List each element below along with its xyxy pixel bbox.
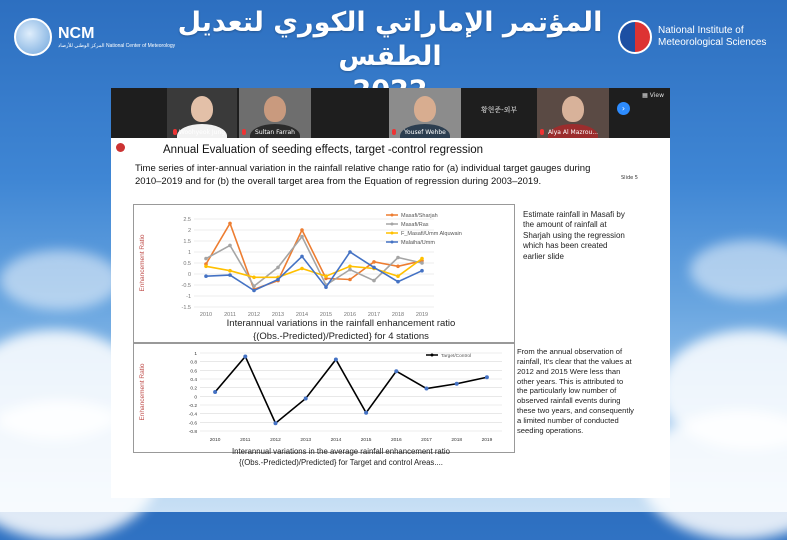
data-point	[324, 274, 328, 278]
y-axis-label: Enhancement Ratio	[139, 363, 146, 421]
y-tick-label: 0.4	[190, 378, 197, 383]
chart1-caption	[191, 318, 491, 344]
data-point	[425, 387, 429, 391]
y-tick-label: 1.5	[183, 239, 191, 245]
series-line	[206, 237, 422, 287]
chart1-caption-line1: Interannual variations in the rainfall enhancement ratio	[226, 318, 456, 329]
legend-label: Masafi/Ras	[401, 222, 429, 228]
legend-label: Target/Control	[441, 354, 472, 359]
nims-name-line1: National Institute of	[658, 24, 744, 36]
x-tick-label: 2011	[224, 312, 236, 318]
legend-marker	[391, 223, 394, 226]
participant-name: Woohyeok Jung	[178, 129, 226, 136]
video-participant-strip	[111, 88, 670, 138]
data-point	[300, 235, 304, 239]
data-point	[348, 268, 352, 272]
y-tick-label: -0.5	[181, 283, 191, 289]
data-point	[394, 369, 398, 373]
chart2-caption-line1: Interannual variations in the average rainfall enhancement ratio	[231, 447, 451, 456]
x-tick-label: 2013	[300, 438, 312, 443]
data-point	[304, 397, 308, 401]
x-tick-label: 2011	[240, 438, 251, 443]
legend-marker	[391, 232, 394, 235]
data-point	[324, 285, 328, 289]
data-point	[455, 382, 459, 386]
x-tick-label: 2019	[415, 312, 429, 318]
data-point	[348, 278, 352, 282]
shared-slide	[111, 138, 670, 498]
ncm-name: NCM	[58, 24, 95, 42]
x-tick-label: 2014	[295, 312, 309, 318]
slide-number: Slide 5	[621, 175, 638, 181]
y-tick-label: 0.6	[190, 369, 197, 375]
x-tick-label: 2019	[481, 438, 493, 443]
legend-marker	[431, 354, 434, 357]
nims-name-line2: Meteorological Sciences	[658, 37, 767, 48]
y-tick-label: 0	[187, 272, 191, 278]
y-tick-label: -1.5	[181, 305, 191, 311]
y-tick-label: 1	[187, 250, 191, 256]
participant-tile[interactable]	[167, 88, 237, 138]
data-point	[300, 255, 304, 259]
data-point	[204, 265, 208, 269]
x-tick-label: 2010	[199, 312, 213, 318]
data-point	[204, 257, 208, 261]
x-tick-label: 2017	[421, 438, 432, 443]
data-point	[372, 266, 376, 270]
y-tick-label: -0.4	[188, 412, 197, 418]
data-point	[276, 278, 280, 282]
data-point	[204, 274, 208, 278]
data-point	[372, 279, 376, 283]
participant-tile[interactable]	[537, 88, 609, 138]
y-tick-label: -0.6	[188, 421, 197, 427]
conference-title-line1: المؤتمر الإماراتي الكوري لتعديل الطقس	[177, 7, 603, 72]
data-point	[485, 375, 489, 379]
x-tick-label: 2015	[319, 312, 333, 318]
data-point	[348, 265, 352, 269]
data-point	[228, 273, 232, 277]
legend-label: F_Masafi/Umm Alquwain	[401, 231, 462, 237]
y-tick-label: -0.8	[188, 430, 197, 435]
target-control-chart	[134, 344, 514, 452]
y-tick-label: -0.2	[188, 404, 197, 409]
data-point	[252, 289, 256, 293]
data-point	[252, 284, 256, 288]
participant-name: Sultan Farrah	[255, 129, 295, 136]
data-point	[396, 274, 400, 278]
data-point	[334, 358, 338, 362]
y-tick-label: 1	[194, 352, 197, 357]
x-tick-label: 2018	[391, 312, 405, 318]
x-tick-label: 2012	[270, 438, 281, 443]
side-note-2: From the annual observation of rainfall, It's clear that the values at 2012 and 2015 Were less than other years. This is attributed to the particularly low number of observed rainfall events during these two years, and consequently a limited number of conducted seeding operations.	[517, 347, 634, 435]
nims-logo	[618, 20, 766, 54]
side-note-1: Estimate rainfall in Masafi by the amount of rainfall at Sharjah using the regression which has been created earlier slide	[523, 210, 625, 261]
data-point	[348, 250, 352, 254]
x-tick-label: 2012	[247, 312, 261, 318]
data-point	[420, 269, 424, 273]
data-point	[228, 244, 232, 248]
chart2-caption	[191, 447, 491, 468]
participant-name: 황현준-외부	[480, 106, 518, 114]
legend-label: Masafi/Sharjah	[401, 213, 438, 219]
cloud-decoration	[690, 240, 787, 300]
data-point	[396, 280, 400, 284]
x-tick-label: 2015	[360, 438, 372, 443]
x-tick-label: 2018	[451, 438, 463, 443]
data-point	[213, 390, 217, 394]
data-point	[300, 228, 304, 232]
participant-name: Yousef Wehbe	[404, 129, 446, 136]
legend-marker	[391, 214, 394, 217]
x-tick-label: 2014	[330, 438, 342, 443]
data-point	[396, 265, 400, 269]
participant-tile[interactable]	[239, 88, 311, 138]
event-banner	[0, 0, 787, 88]
y-axis-label: Enhancement Ratio	[139, 234, 146, 292]
ncm-subtitle: المركز الوطني للأرصاد National Center of Meteorology	[58, 42, 176, 49]
y-tick-label: 0	[194, 395, 197, 401]
slide-title: Annual Evaluation of seeding effects, target -control regression	[163, 144, 484, 156]
view-button[interactable]: ▦ View	[642, 92, 664, 99]
data-point	[396, 256, 400, 260]
view-label: View	[649, 92, 664, 99]
data-point	[228, 269, 232, 273]
data-point	[364, 411, 368, 415]
participant-tile[interactable]	[463, 88, 535, 138]
chart1-caption-line2: {(Obs.-Predicted)/Predicted} for 4 stations	[253, 330, 429, 342]
y-tick-label: 0.2	[190, 386, 197, 392]
participant-tile[interactable]	[389, 88, 461, 138]
data-point	[243, 354, 247, 358]
y-tick-label: -1	[186, 294, 191, 300]
data-point	[252, 276, 256, 280]
series-line	[215, 356, 487, 423]
participant-name: Alya Al Mazrou...	[547, 129, 599, 136]
y-tick-label: 0.5	[183, 261, 191, 267]
data-point	[372, 260, 376, 264]
cloud-decoration	[0, 250, 120, 310]
slide-subtitle: Time series of inter-annual variation in the rainfall relative change ratio for (a) individual target gauges during 2010–2019 and for (b) the overall target area from the Equation of regression during 2003–2019.	[135, 163, 591, 187]
next-participants-button[interactable]: ›	[617, 102, 630, 115]
data-point	[420, 261, 424, 265]
legend-marker	[391, 241, 394, 244]
x-tick-label: 2016	[390, 438, 402, 443]
data-point	[228, 222, 232, 226]
data-point	[420, 257, 424, 261]
data-point	[276, 266, 280, 270]
taegeuk-icon	[618, 20, 652, 54]
x-tick-label: 2016	[343, 312, 357, 318]
y-tick-label: 2	[187, 228, 191, 234]
data-point	[274, 421, 278, 425]
slide-logo-icon	[116, 143, 125, 152]
data-point	[300, 267, 304, 271]
x-tick-label: 2017	[367, 312, 381, 318]
chart2-caption-line2: {(Obs.-Predicted)/Predicted} for Target and control Areas....	[239, 457, 443, 467]
y-tick-label: 0.8	[190, 360, 197, 366]
y-tick-label: 2.5	[183, 217, 191, 223]
x-tick-label: 2013	[271, 312, 285, 318]
globe-icon	[14, 18, 52, 56]
legend-label: Malaiha/Umm	[401, 240, 435, 246]
chart-target-box	[133, 343, 515, 453]
x-tick-label: 2010	[209, 438, 221, 443]
